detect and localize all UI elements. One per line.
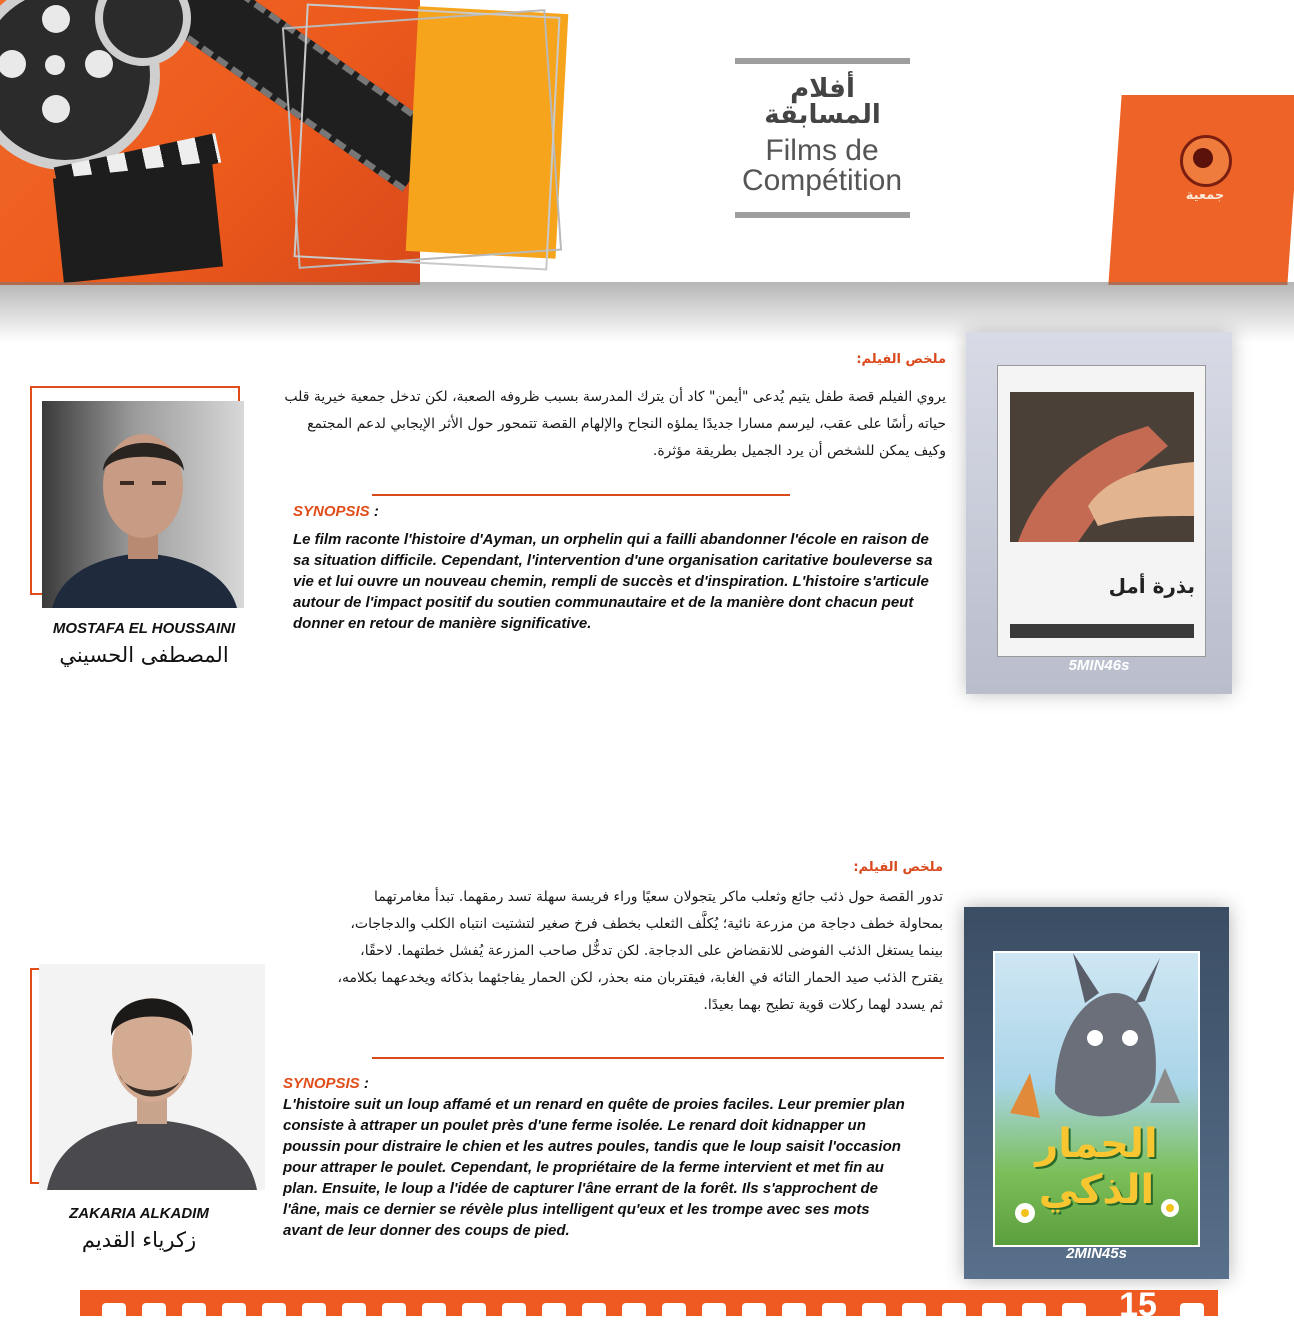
camera-lens-center — [1193, 148, 1213, 168]
synopsis-colon: : — [359, 1075, 369, 1092]
film-perforation — [822, 1303, 846, 1319]
film-perforation — [182, 1303, 206, 1319]
film-perforation — [262, 1303, 286, 1319]
section-title-fr: Films de Compétition — [741, 134, 903, 197]
director-name-fr: ZAKARIA ALKADIM — [69, 1205, 209, 1222]
film-perforation — [382, 1303, 406, 1319]
outline-square-2 — [294, 4, 561, 271]
poster-title: الحمار الذكي — [1035, 1121, 1158, 1213]
film-perforation — [142, 1303, 166, 1319]
synopsis-heading — [293, 501, 593, 520]
film-perforation — [1062, 1303, 1086, 1319]
summary-text-ar: يروي الفيلم قصة طفل يتيم يُدعى "أيمن" كاد أن يترك المدرسة بسبب ظروفه الصعبة، لكن تدخل جمعية خيرية قلب حياته رأسًا على عقب، ليرسم مسارا جديدًا يملؤه النجاح والإلهام القصة تتمحور حول الأثر الإيجابي لدعم المجتمع وكيف يمكن للشخص أن يرد الجميل بطريقة مؤثرة. — [284, 389, 946, 459]
header-banner — [0, 0, 1294, 285]
portrait-illustration — [39, 964, 265, 1190]
film-perforation — [342, 1303, 366, 1319]
director-photo — [42, 401, 244, 608]
page-number: 15 — [1119, 1286, 1157, 1324]
title-bar-top — [735, 58, 910, 64]
film-perforation — [422, 1303, 446, 1319]
clapperboard-icon — [53, 162, 223, 283]
film-perforation — [1180, 1303, 1204, 1319]
film-perforation — [662, 1303, 686, 1319]
footer-film-strip — [80, 1290, 1218, 1316]
film-perforation — [902, 1303, 926, 1319]
director-name-ar: المصطفى الحسيني — [59, 643, 229, 667]
film-perforation — [782, 1303, 806, 1319]
film-perforation — [622, 1303, 646, 1319]
film-perforation — [862, 1303, 886, 1319]
film-duration: 2MIN45s — [1066, 1245, 1127, 1262]
synopsis-text: Le film raconte l'histoire d'Ayman, un orphelin qui a failli abandonner l'école en raison de sa situation difficile. Cependant, l'intervention d'une organisation caritative bouleverse sa vie et lui ouvre un nouveau chemin, rempli de succès et d'inspiration. L'histoire s'articule autour de l'impact positif du soutien communautaire et de la manière dont chacun peut donner en retour de manière significative. — [293, 531, 933, 632]
portrait-illustration — [42, 401, 244, 608]
summary-text-ar: تدور القصة حول ذئب جائع وثعلب ماكر يتجولان سعيًا وراء فريسة سهلة تسد رمقهما. تبدأ مغامرتهما بمحاولة خطف دجاجة من مزرعة نائية؛ يُكلَّف الثعلب بخطف فرخ صغير لتشتيت انتباه الكلب والدجاجات، بينما يستغل الذئب الفوضى للانقضاض على الدجاجة. لكن تدخُّل صاحب المزرعة يُفشل خطتهما. لاحقًا، يقترح الذئب صيد الحمار التائه في الغابة، فيقتربان منه بحذر، لكن الحمار يفاجئهما بذكائه ويخدعهما بكلامه، ثم يسدد لهما ركلات قوية تطيح بهما بعيدًا. — [337, 889, 943, 1013]
director-name-ar: زكرياء القديم — [81, 1228, 197, 1252]
film-perforation — [742, 1303, 766, 1319]
film-perforation — [1022, 1303, 1046, 1319]
film-perforation — [542, 1303, 566, 1319]
film-perforation — [462, 1303, 486, 1319]
section-title-ar: أفلام المسابقة — [764, 74, 881, 130]
director-photo — [39, 964, 265, 1190]
film-perforation — [982, 1303, 1006, 1319]
poster-hands-illustration — [998, 366, 1205, 656]
summary-label-ar: ملخص الفيلم: — [856, 352, 946, 367]
film-perforation — [102, 1303, 126, 1319]
film-poster — [993, 951, 1200, 1247]
film-perforation — [582, 1303, 606, 1319]
poster-title: بذرة أمل — [1108, 574, 1195, 598]
film-perforation — [502, 1303, 526, 1319]
film-perforation — [222, 1303, 246, 1319]
synopsis-heading — [283, 1073, 583, 1092]
film-poster — [997, 365, 1206, 657]
synopsis-colon: : — [369, 503, 379, 520]
synopsis-label: SYNOPSIS — [283, 1075, 360, 1092]
synopsis-label: SYNOPSIS — [293, 503, 370, 520]
film-perforation — [702, 1303, 726, 1319]
summary-label-ar: ملخص الفيلم: — [853, 860, 943, 875]
divider-rule — [372, 494, 790, 496]
synopsis-text: L'histoire suit un loup affamé et un renard en quête de proies faciles. Leur premier plan consiste à attraper un poulet près d'une ferme isolée. Le renard doit kidnapper un poussin pour distraire le chien et les autres poules, tandis que le loup saisit l'occasion pour attraper le poulet. Cependant, le propriétaire de la ferme intervient et met fin au plan. Ensuite, le loup a l'idée de capturer l'âne errant de la forêt. Ils s'approchent de l'âne, mais ce dernier se révèle plus intelligent qu'eux et les trompe avec ses mots avant de leur donner des coups de pied. — [283, 1096, 905, 1239]
film-perforation — [302, 1303, 326, 1319]
director-name-fr: MOSTAFA EL HOUSSAINI — [52, 620, 236, 637]
divider-rule — [372, 1057, 944, 1059]
title-bar-bottom — [735, 212, 910, 218]
association-logo-text: جمعية — [1185, 188, 1225, 203]
film-duration: 5MIN46s — [1068, 657, 1130, 674]
film-perforation — [942, 1303, 966, 1319]
